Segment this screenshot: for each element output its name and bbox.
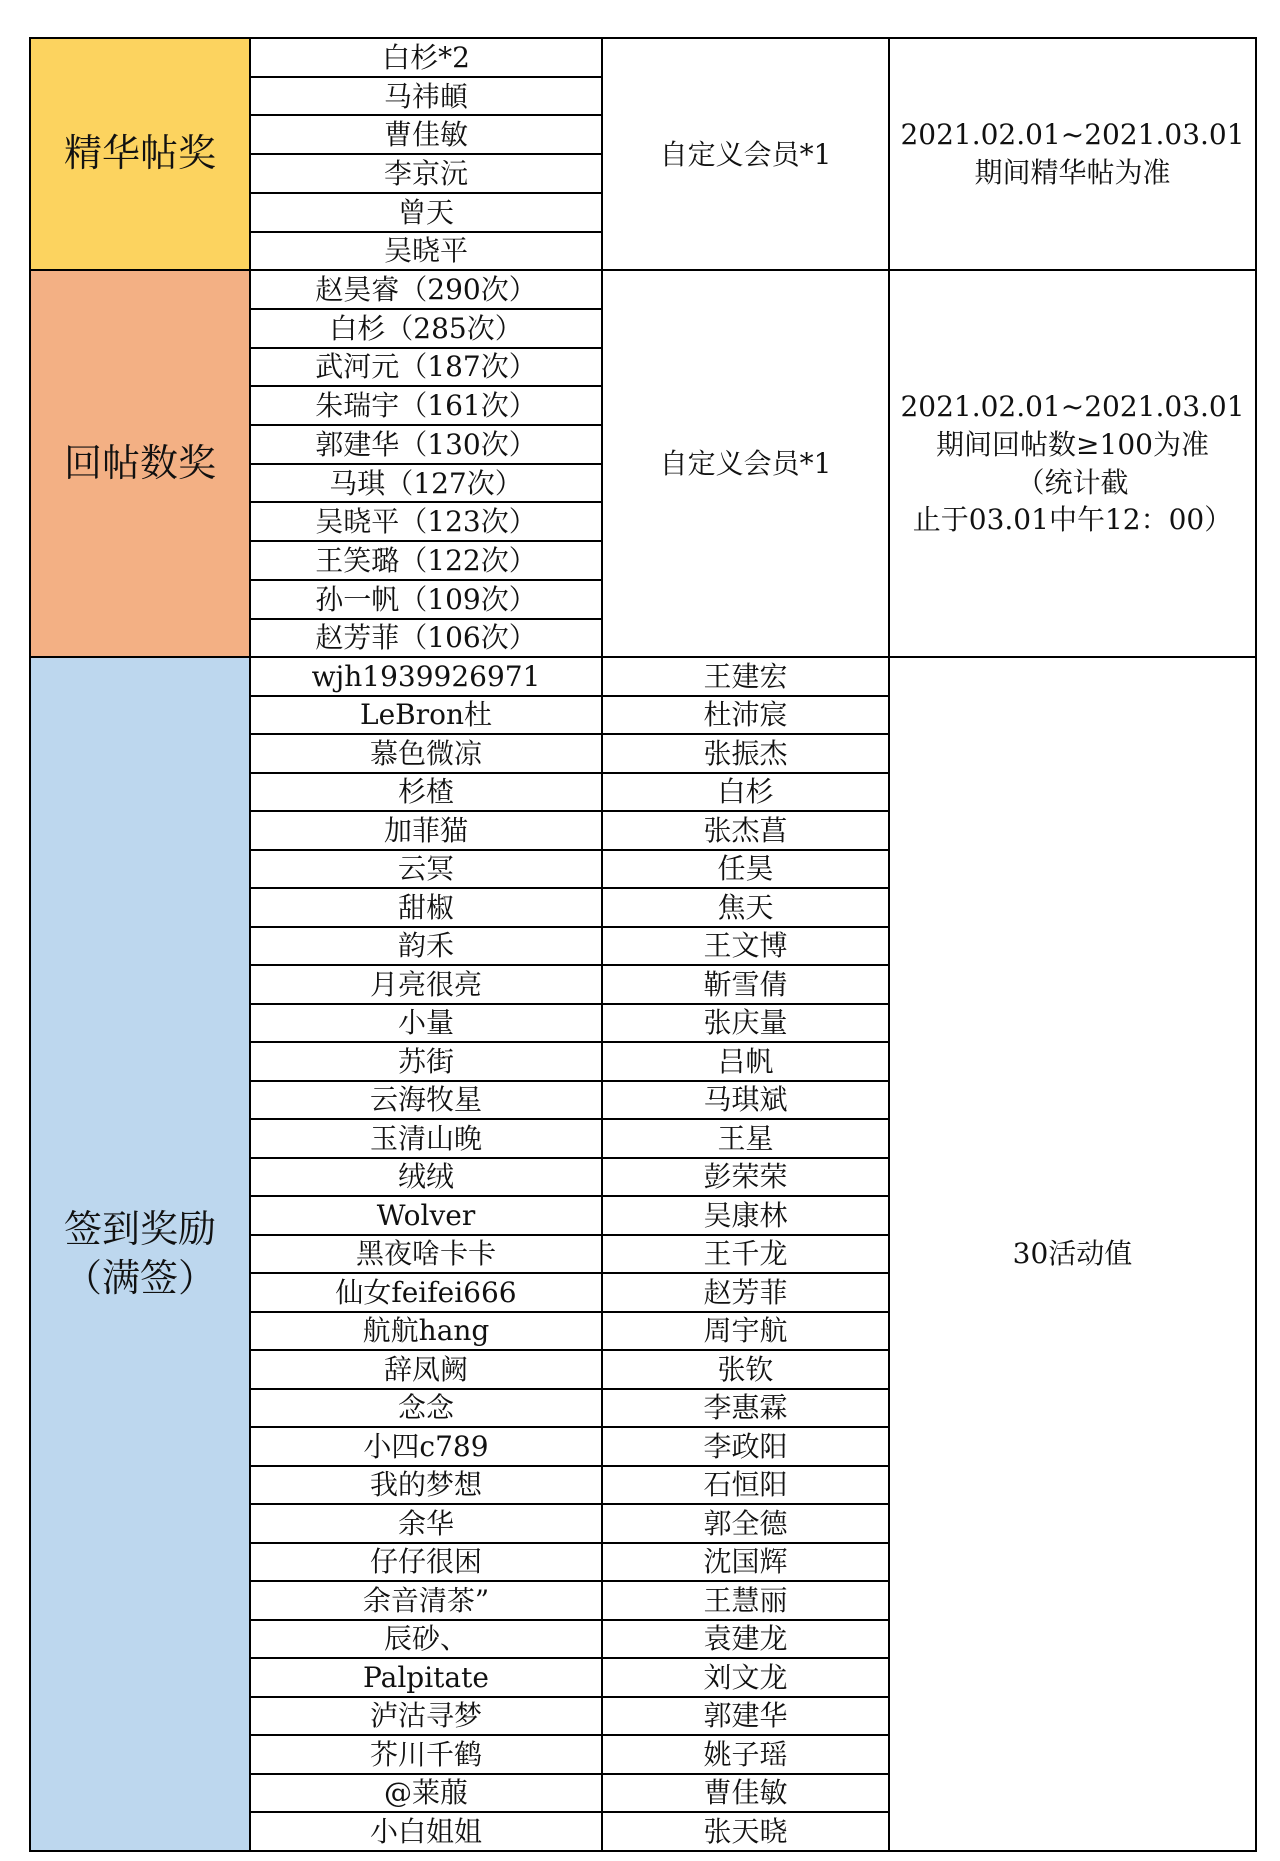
rule-cell	[889, 38, 1256, 270]
signin-realname: 张钦	[717, 1352, 774, 1386]
winner-name: 曹佳敏	[383, 118, 468, 152]
signin-nickname: 我的梦想	[369, 1468, 482, 1502]
rule-cell-line: 期间精华帖为准	[974, 156, 1171, 190]
prize-cell: 30活动值	[1012, 1237, 1133, 1271]
row-divider	[250, 1388, 889, 1390]
section-border	[30, 269, 1256, 271]
row-divider	[250, 1195, 889, 1197]
signin-realname: 张庆量	[703, 1006, 788, 1040]
signin-realname: 王星	[717, 1121, 774, 1155]
row-divider	[250, 76, 602, 78]
signin-nickname: @莱菔	[383, 1776, 468, 1810]
winner-name: 白杉*2	[382, 40, 470, 74]
signin-nickname: 苏街	[397, 1044, 454, 1078]
signin-nickname: 余音清茶”	[362, 1583, 490, 1617]
row-divider	[250, 385, 602, 387]
signin-nickname: 余华	[397, 1506, 454, 1540]
winner-name: 白杉（285次）	[329, 311, 523, 345]
signin-realname: 郭全德	[703, 1506, 788, 1540]
signin-nickname: 韵禾	[397, 929, 454, 963]
row-divider	[250, 1311, 889, 1313]
row-divider	[250, 618, 602, 620]
signin-nickname: 仔仔很困	[369, 1545, 482, 1579]
table-right-border	[1255, 37, 1257, 1852]
signin-nickname: 月亮很亮	[369, 967, 482, 1001]
category-cell: 精华帖奖	[30, 38, 250, 270]
signin-nickname: wjh1939926971	[311, 659, 541, 693]
row-divider	[250, 1234, 889, 1236]
signin-realname: 吕帆	[717, 1044, 774, 1078]
signin-nickname: 小量	[397, 1006, 454, 1040]
signin-realname: 王文博	[703, 929, 788, 963]
signin-nickname: 云冥	[397, 852, 454, 886]
rule-cell-line: 2021.02.01~2021.03.01	[900, 390, 1245, 424]
signin-realname: 张杰菖	[703, 813, 788, 847]
signin-nickname: 念念	[397, 1391, 454, 1425]
column-divider	[601, 37, 603, 1852]
signin-nickname: Wolver	[376, 1198, 476, 1232]
signin-realname: 白杉	[717, 775, 774, 809]
row-divider	[250, 1696, 889, 1698]
row-divider	[250, 579, 602, 581]
row-divider	[250, 1426, 889, 1428]
signin-nickname: 小白姐姐	[369, 1814, 482, 1848]
winner-name: 王笑璐（122次）	[315, 543, 537, 577]
signin-realname: 郭建华	[703, 1699, 788, 1733]
signin-nickname: 小四c789	[363, 1429, 489, 1463]
signin-nickname: 辞凤阙	[383, 1352, 468, 1386]
signin-realname: 张天晓	[703, 1814, 788, 1848]
row-divider	[250, 1580, 889, 1582]
row-divider	[250, 849, 889, 851]
row-divider	[250, 1503, 889, 1505]
signin-realname: 王慧丽	[703, 1583, 788, 1617]
signin-nickname: 芥川千鹤	[369, 1737, 482, 1771]
signin-realname: 张振杰	[703, 736, 788, 770]
row-divider	[250, 1734, 889, 1736]
signin-nickname: 航航hang	[362, 1314, 490, 1348]
section-border	[30, 1850, 1256, 1852]
row-divider	[250, 1118, 889, 1120]
row-divider	[250, 1080, 889, 1082]
row-divider	[250, 1619, 889, 1621]
signin-realname: 李政阳	[703, 1429, 788, 1463]
signin-nickname: 仙女feifei666	[335, 1275, 517, 1309]
row-divider	[250, 1657, 889, 1659]
category-cell-line: 签到奖励	[63, 1206, 216, 1251]
section-border	[30, 656, 1256, 658]
winner-name: 马祎頔	[383, 79, 468, 113]
row-divider	[250, 424, 602, 426]
rule-cell-line: 期间回帖数≥100为准	[936, 427, 1209, 461]
row-divider	[250, 114, 602, 116]
row-divider	[250, 1041, 889, 1043]
row-divider	[250, 1811, 889, 1813]
row-divider	[250, 1349, 889, 1351]
signin-nickname: 绒绒	[397, 1160, 454, 1194]
signin-nickname: 黑夜啥卡卡	[355, 1237, 496, 1271]
signin-nickname: 慕色微凉	[369, 736, 482, 770]
row-divider	[250, 153, 602, 155]
signin-nickname: LeBron杜	[359, 698, 493, 732]
winner-name: 赵昊睿（290次）	[315, 273, 537, 307]
signin-nickname: 辰砂、	[383, 1622, 468, 1656]
row-divider	[250, 1773, 889, 1775]
row-divider	[250, 347, 602, 349]
winner-name: 吴晓平（123次）	[315, 505, 537, 539]
row-divider	[250, 1157, 889, 1159]
signin-realname: 靳雪倩	[703, 967, 788, 1001]
row-divider	[250, 231, 602, 233]
winner-name: 李京沅	[383, 156, 468, 190]
winner-name: 朱瑞宇（161次）	[315, 389, 537, 423]
prize-cell: 自定义会员*1	[659, 447, 832, 481]
section-border	[30, 37, 1256, 39]
row-divider	[250, 1272, 889, 1274]
signin-realname: 李惠霖	[703, 1391, 788, 1425]
prize-cell: 自定义会员*1	[659, 137, 832, 171]
row-divider	[250, 192, 602, 194]
signin-nickname: 杉楂	[397, 775, 454, 809]
signin-realname: 刘文龙	[703, 1660, 788, 1694]
row-divider	[250, 887, 889, 889]
rule-cell-line: 止于03.01中午12：00）	[912, 503, 1233, 537]
winner-name: 吴晓平	[383, 234, 468, 268]
rule-cell	[889, 270, 1256, 657]
signin-realname: 彭荣荣	[703, 1160, 788, 1194]
winner-name: 赵芳菲（106次）	[315, 621, 537, 655]
winner-name: 曾天	[397, 195, 454, 229]
rule-cell-line: （统计截	[1016, 465, 1129, 499]
row-divider	[250, 501, 602, 503]
signin-realname: 石恒阳	[703, 1468, 788, 1502]
signin-realname: 袁建龙	[703, 1622, 788, 1656]
row-divider	[250, 695, 889, 697]
signin-nickname: 玉清山晚	[369, 1121, 482, 1155]
row-divider	[250, 540, 602, 542]
winner-name: 马琪（127次）	[329, 466, 523, 500]
signin-realname: 沈国辉	[703, 1545, 788, 1579]
signin-realname: 任昊	[717, 852, 774, 886]
signin-realname: 马琪斌	[703, 1083, 788, 1117]
row-divider	[250, 1003, 889, 1005]
signin-nickname: 加菲猫	[383, 813, 468, 847]
row-divider	[250, 964, 889, 966]
winner-name: 郭建华（130次）	[315, 427, 537, 461]
signin-realname: 曹佳敏	[703, 1776, 788, 1810]
signin-realname: 杜沛宸	[703, 698, 788, 732]
signin-nickname: Palpitate	[363, 1660, 489, 1694]
column-divider	[249, 37, 251, 1852]
winner-name: 孙一帆（109次）	[315, 582, 537, 616]
row-divider	[250, 733, 889, 735]
signin-realname: 焦天	[717, 890, 774, 924]
signin-realname: 王建宏	[703, 659, 788, 693]
signin-realname: 王千龙	[703, 1237, 788, 1271]
signin-realname: 赵芳菲	[703, 1275, 788, 1309]
winner-name: 武河元（187次）	[315, 350, 537, 384]
category-cell	[30, 657, 250, 1851]
table-left-border	[29, 37, 31, 1852]
row-divider	[250, 926, 889, 928]
signin-nickname: 甜椒	[397, 890, 454, 924]
category-cell-line: （满签）	[63, 1255, 216, 1300]
rule-cell-line: 2021.02.01~2021.03.01	[900, 118, 1245, 152]
row-divider	[250, 810, 889, 812]
category-cell: 回帖数奖	[30, 270, 250, 657]
row-divider	[250, 1465, 889, 1467]
row-divider	[250, 1542, 889, 1544]
signin-nickname: 泸沽寻梦	[369, 1699, 482, 1733]
row-divider	[250, 308, 602, 310]
signin-realname: 周宇航	[703, 1314, 788, 1348]
signin-nickname: 云海牧星	[369, 1083, 482, 1117]
row-divider	[250, 463, 602, 465]
signin-realname: 姚子瑶	[703, 1737, 788, 1771]
signin-realname: 吴康林	[703, 1198, 788, 1232]
column-divider	[888, 37, 890, 1852]
row-divider	[250, 772, 889, 774]
